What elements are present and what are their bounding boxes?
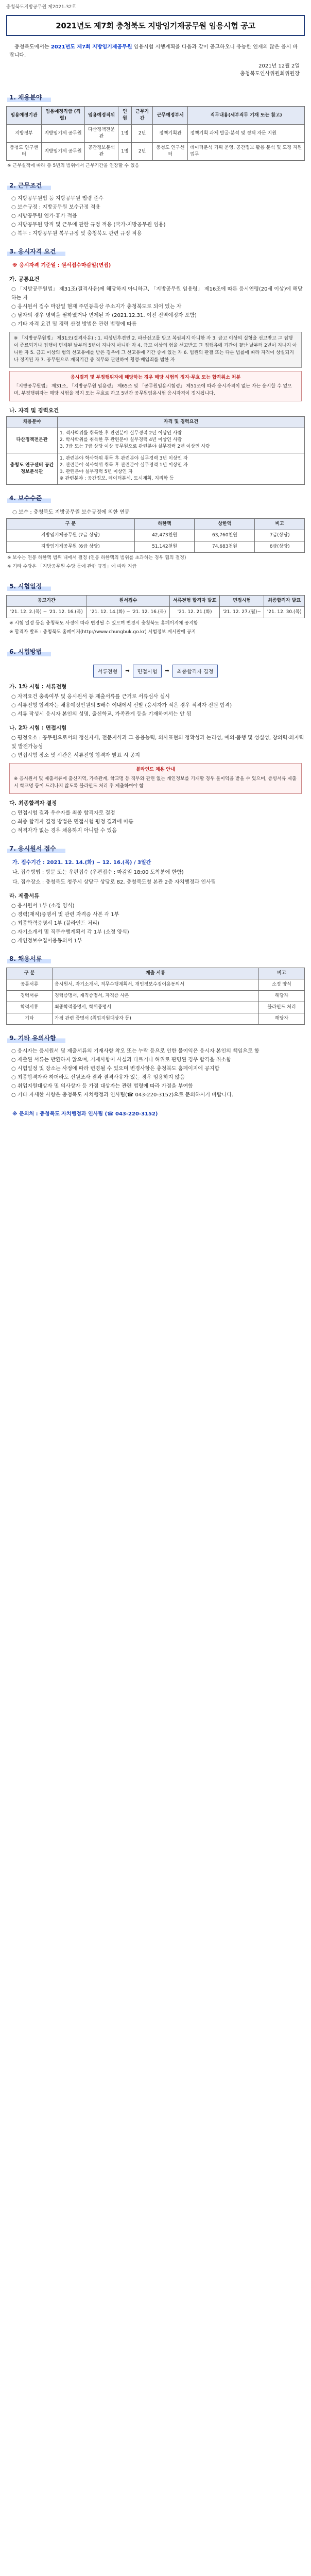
table-row: 충청도 연구센터 지방임기제 공무원 공간정보분석관 1명 2년 충청도 연구센터 데이터분석 기획 운영, 공간정보 활용 분석 및 도정 지원 업무 [7, 143, 305, 161]
schedule-note: ※ 시험 일정 등은 충청북도 사정에 따라 변경될 수 있으며 변경시 충청북도 홈페이지에 공지함 [9, 620, 198, 626]
table-row: 지방임기제공무원 (6급 상당) 51,142천원 74,683천원 6급(상당) [7, 541, 305, 552]
arrow-right-icon: ➡ [125, 668, 130, 674]
application-method: 나. 접수방법 : 방문 또는 우편접수 (우편접수 : 마감일 18:00 도착분에 한함) [12, 869, 184, 875]
list-item: ○ 적격자가 없는 경우 채용하지 아니할 수 있음 [11, 826, 305, 835]
list-item: ○ 개인정보수집이용동의서 1부 [11, 937, 305, 945]
schedule-note: ※ 합격자 발표 : 충청북도 홈페이지(http://www.chungbuk.go.kr) 시험정보 게시판에 공지 [9, 630, 196, 635]
flow-step: 서류전형 [93, 665, 123, 677]
application-place: 다. 접수장소 : 충청북도 청주시 상당구 상당로 82, 충청북도청 본관 2층 자치행정과 인사팀 [12, 879, 216, 885]
intro-suffix: 임용시험 시행계획을 다음과 같이 공고하오니 유능한 인재의 많은 응시 바랍니다. [9, 44, 298, 58]
flow-step: 면접시험 [133, 665, 162, 677]
list-item: ○ 응시원서 1부 (소정 양식) [11, 902, 305, 910]
intro-prefix: 충청북도에서는 [14, 44, 51, 50]
work-conditions-list [6, 194, 305, 238]
blind-hiring-title: 블라인드 채용 안내 [136, 767, 175, 772]
arrow-right-icon: ➡ [165, 668, 169, 674]
list-item: ○ 경력(재직)증명서 및 관련 자격증 사본 각 1부 [11, 910, 305, 919]
list-item: ○ 면접시험 장소 및 시간은 서류전형 합격자 발표 시 공지 [11, 751, 305, 760]
section-1-heading: 1. 채용분야 [7, 92, 51, 102]
application-period: 가. 접수기간 : 2021. 12. 14.(화) ~ 12. 16.(목) / 3일간 [12, 859, 151, 866]
qualification-heading: 나. 자격 및 경력요건 [9, 408, 59, 414]
documents-list [6, 902, 305, 945]
section-9-heading: 9. 기타 유의사항 [7, 1033, 65, 1043]
list-item: ○ 취업지원대상자 및 의사상자 등 가점 대상자는 관련 법령에 따라 가점을 부여함 [11, 1082, 305, 1091]
list-item: ○ 「지방공무원법」 제31조(결격사유)에 해당하지 아니하고, 「지방공무원 임용령」 제16조에 따른 응시연령(20세 이상)에 해당하는 자 [11, 285, 305, 302]
exam-flow [6, 665, 305, 677]
section-5-heading: 5. 시험일정 [7, 581, 51, 591]
disqualification-box: ※ 「지방공무원법」 제31조(결격사유) : 1. 피성년후견인 2. 파산선고를 받고 복권되지 아니한 자 3. 금고 이상의 실형을 선고받고 그 집행이 종료되거나 집행이 면제된 날부터 5년이 지나지 아니한 자 4. 금고 이상의 형을 선고받고 그 집행유예 기간이 끝난 날부터 2년이 지나지 아니한 자 5. 금고 이상의 형의 선고유예를 받은 경우에 그 선고유예 기간 중에 있는 자 6. 법원의 판결 또는 다른 법률에 따라 자격이 상실되거나 정지된 자 7. 공무원으로 재직기간 중 직무와 관련하여 횡령·배임죄를 범한 자 [9, 332, 302, 368]
section-7-heading: 7. 응시원서 접수 [7, 843, 65, 853]
schedule-table [6, 595, 305, 618]
notice-org: 충청북도인사위원회위원장 [240, 71, 300, 77]
list-item: ○ 자격요건 충족여부 및 응시원서 등 제출서류를 근거로 서류심사 실시 [11, 692, 305, 701]
salary-note: ※ 기타 수당은 「지방공무원 수당 등에 관한 규정」에 따라 지급 [7, 564, 137, 570]
list-item: ○ 지방공무원 당직 및 근무에 관한 규정 적용 (국가·지방공무원 임용) [11, 221, 305, 229]
cheating-warning-title: 응시결격 및 부정행위자에 해당하는 경우 해당 시험의 정지·무효 또는 합격취소 처분 [70, 375, 241, 380]
list-item: ○ 보수규정 : 지방공무원 보수규정 적용 [11, 203, 305, 212]
section-6-heading: 6. 시험방법 [7, 647, 51, 656]
list-item: ○ 지방공무원 연가·휴가 적용 [11, 212, 305, 221]
first-exam-heading: 가. 1차 시험 : 서류전형 [9, 683, 67, 690]
table-row: 지방정부 지방임기제 공무원 다산정책전문관 1명 2년 정책기획관 정책기획 과제 발굴·분석 및 정책 자문 지원 [7, 125, 305, 143]
list-item: ○ 평정요소 : 공무원으로서의 정신자세, 전문지식과 그 응용능력, 의사표현의 정확성과 논리성, 예의·품행 및 성실성, 창의력·의지력 및 발전가능성 [11, 734, 305, 751]
list-item: ○ 자기소개서 및 직무수행계획서 각 1부 (소정 양식) [11, 928, 305, 937]
table-row: 경력서류 경력증명서, 재직증명서, 자격증 사본 해당자 [7, 990, 305, 1002]
intro-highlight: 2021년도 제7회 지방임기제공무원 [50, 44, 132, 50]
cheating-warning-box [9, 371, 302, 402]
final-decision-list [6, 809, 305, 835]
salary-lead: ○ 보수 : 충청북도 지방공무원 보수규정에 의한 연봉 [12, 509, 130, 515]
notice-date: 2021년 12월 2일 [258, 63, 300, 69]
document-number: 충청북도지방공무원 제2021-32호 [6, 5, 77, 10]
qualification-table [6, 416, 305, 484]
table-header-row: 구 분 하한액 상한액 비고 [7, 518, 305, 530]
eligibility-banner: ※ 응시자격 기준일 : 원서접수마감일(면접) [12, 262, 111, 268]
list-item: ○ 남자의 경우 병역을 필하였거나 면제된 자 (2021.12.31. 이전 전역예정자 포함) [11, 311, 305, 320]
list-item: ○ 응시원서 접수 마감일 현재 주민등록상 주소지가 충청북도로 되어 있는 자 [11, 302, 305, 311]
second-exam-list [6, 734, 305, 760]
intro-paragraph [9, 43, 302, 59]
table-row: 다산정책전문관 1. 석사학위를 취득한 후 관련분야 실무경력 2년 이상인 사람 2. 학사학위를 취득한 후 관련분야 실무경력 4년 이상인 사람 3. 7급 또는 7급 상당 이상 공무원으로 관련분야 실무경력 2년 이상인 사람 [7, 428, 305, 453]
section-4-heading: 4. 보수수준 [7, 493, 51, 503]
notice-signature [6, 62, 300, 78]
table-row: 공통서류 응시원서, 자기소개서, 직무수행계획서, 개인정보수집이용동의서 소정 양식 [7, 979, 305, 990]
list-item: ○ 면접시험 결과 우수자를 최종 합격자로 결정 [11, 809, 305, 818]
list-item: ○ 응시자는 응시원서 및 제출서류의 기재사항 착오 또는 누락 등으로 인한 불이익은 응시자 본인의 책임으로 함 [11, 1047, 305, 1056]
second-exam-heading: 나. 2차 시험 : 면접시험 [9, 724, 67, 731]
table-row: '21. 12. 2.(목) ~ '21. 12. 16.(목) '21. 12. 14.(화) ~ '21. 12. 16.(목) '21. 12. 21.(화) '21. 12. 27.(월)~ '21. 12. 30.(목) [7, 606, 305, 618]
first-exam-list [6, 692, 305, 719]
section-2-heading: 2. 근무조건 [7, 180, 51, 190]
documents-heading: 라. 제출서류 [9, 892, 40, 899]
recruitment-table [6, 106, 305, 161]
salary-table [6, 518, 305, 553]
section-8-heading: 8. 채용서류 [7, 954, 51, 963]
table-row: 지방임기제공무원 (7급 상당) 42,473천원 63,760천원 7급(상당) [7, 530, 305, 541]
list-item: ○ 제출된 서류는 반환하지 않으며, 기재사항이 사실과 다르거나 허위로 판명된 경우 합격을 취소함 [11, 1056, 305, 1064]
table-header-row: 채용분야 자격 및 경력요건 [7, 417, 305, 428]
salary-note: ※ 보수는 연봉 하한액 범위 내에서 결정 (연봉 하한액의 범위를 초과하는 경우 협의 결정) [7, 555, 186, 561]
table-row: 기타 가점 관련 증명서 (취업지원대상자 등) 해당자 [7, 1013, 305, 1024]
table-header-row: 임용예정기관 임용예정직급 (직렬) 임용예정직위 인원 근무기간 근무예정부서 직무내용(세부직무 기재 또는 참고) [7, 107, 305, 125]
list-item: ○ 최종 합격자 결정 방법은 면접시험 평정 결과에 따름 [11, 818, 305, 826]
common-requirements-heading: 가. 공통요건 [9, 276, 40, 282]
list-item: ○ 기타 자격 요건 및 경력 산정 방법은 관련 법령에 따름 [11, 320, 305, 329]
notices-list [6, 1047, 305, 1099]
list-item: ○ 최종합격자라 하더라도 신원조사 결과 결격사유가 있는 경우 임용하지 않음 [11, 1073, 305, 1082]
final-decision-heading: 다. 최종합격자 결정 [9, 800, 57, 806]
list-item: ○ 지방공무원법 등 지방공무원 법령 준수 [11, 194, 305, 203]
document-title: 2021년도 제7회 충청북도 지방임기제공무원 임용시험 공고 [6, 15, 305, 36]
recruitment-note: ※ 근무실적에 따라 총 5년의 범위에서 근무기간을 연장할 수 있음 [7, 163, 140, 169]
list-item: ○ 복무 : 지방공무원 복무규정 및 충청북도 관련 규정 적용 [11, 229, 305, 238]
flow-step: 최종합격자 결정 [172, 665, 218, 677]
section-3-heading: 3. 응시자격 요건 [7, 246, 65, 256]
cheating-warning-text: 「지방공무원법」 제31조, 「지방공무원 임용령」 제65조 및 「공무원임용시험령」 제51조에 따라 응시자격이 없는 자는 응시할 수 없으며, 부정행위자는 해당 시험을 정지 또는 무효로 하고 5년간 공무원임용시험 응시자격이 정지됩니다. [14, 384, 292, 397]
blind-hiring-box [9, 763, 302, 794]
table-row: 학력서류 최종학력증명서, 학위증명서 블라인드 처리 [7, 1002, 305, 1013]
table-header-row: 구 분 제출 서류 비고 [7, 968, 305, 979]
list-item: ○ 서류 작성시 응시자 본인의 성명, 출신학교, 가족관계 등을 기재하여서는 안 됨 [11, 710, 305, 719]
list-item: ○ 최종학력증명서 1부 (블라인드 처리) [11, 919, 305, 928]
documents-table [6, 968, 305, 1025]
list-item: ○ 시험일정 및 장소는 사정에 따라 변경될 수 있으며 변경사항은 충청북도 홈페이지에 공지함 [11, 1064, 305, 1073]
list-item: ○ 기타 자세한 사항은 충청북도 자치행정과 인사팀(☎ 043-220-3152)으로 문의하시기 바랍니다. [11, 1091, 305, 1099]
list-item: ○ 서류전형 합격자는 채용예정인원의 5배수 이내에서 선발 (응시자가 적은 경우 적격자 전원 합격) [11, 701, 305, 710]
contact-info: ※ 문의처 : 충청북도 자치행정과 인사팀 (☎ 043-220-3152) [12, 1111, 158, 1117]
blind-hiring-text: ※ 응시원서 및 제출서류에 출신지역, 가족관계, 학교명 등 직무와 관련 없는 개인정보를 기재할 경우 불이익을 받을 수 있으며, 증빙서류 제출 시 학교명 등이 드러나지 않도록 블라인드 처리 후 제출하여야 함 [14, 776, 297, 789]
table-row: 충청도 연구센터 공간정보분석관 1. 관련분야 학사학위 취득 후 관련분야 실무경력 3년 이상인 자 2. 관련분야 석사학위 취득 후 관련분야 실무경력 1년 이상인 자 3. 관련분야 실무경력 5년 이상인 자 ※ 관련분야 : 공간정보, 데이터분석, 도시계획, 지리학 등 [7, 453, 305, 484]
table-header-row: 공고기간 원서접수 서류전형 합격자 발표 면접시험 최종합격자 발표 [7, 595, 305, 606]
common-requirements-list [6, 285, 305, 329]
